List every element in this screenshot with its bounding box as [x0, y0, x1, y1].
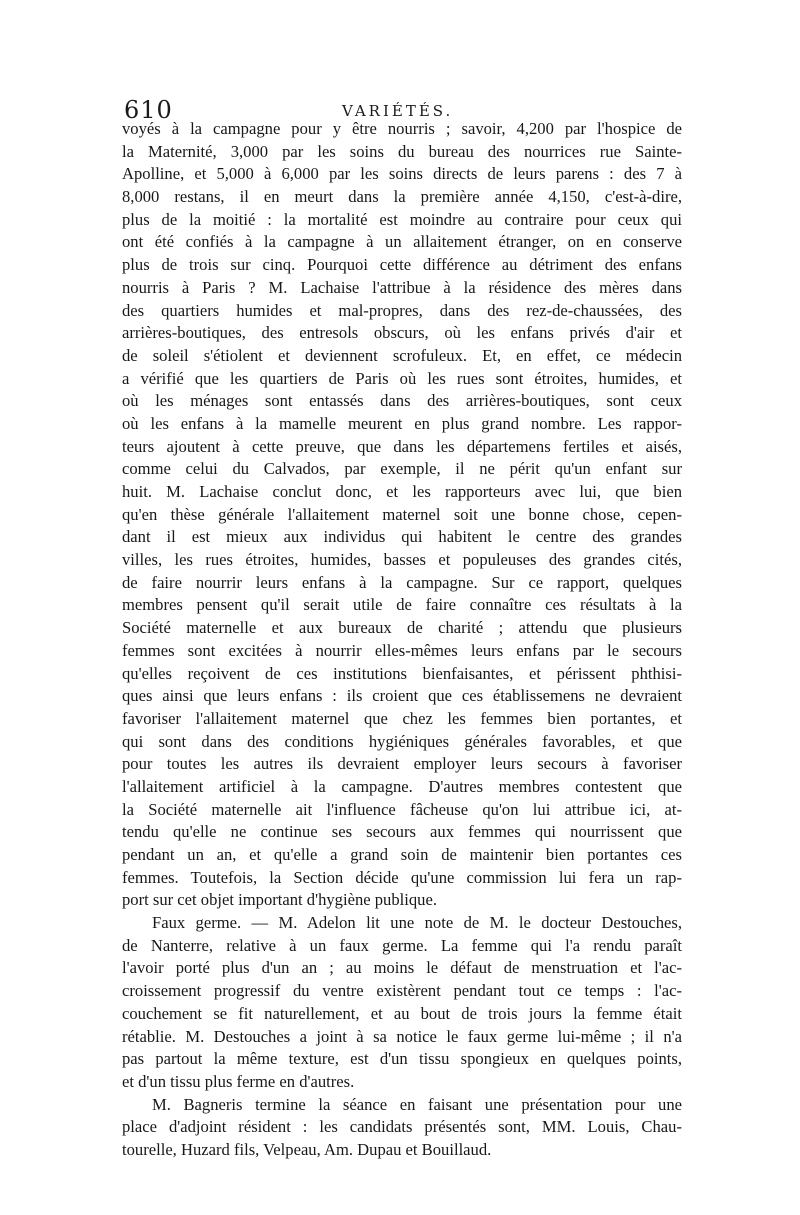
paragraph — [122, 1094, 682, 1162]
text-line: membres pensent qu'il serait utile de faire connaître ces résultats à la — [122, 595, 682, 615]
text-line: la Maternité, 3,000 par les soins du bureau des nourrices rue Sainte- — [122, 141, 682, 161]
text-line: l'allaitement artificiel à la campagne. D'autres membres contestent que — [122, 776, 682, 796]
text-line: Faux germe. — M. Adelon lit une note de M. le docteur Destouches, — [152, 913, 682, 933]
text-line: pas partout la même texture, est d'un tissu spongieux en quelques points, — [122, 1049, 682, 1069]
text-line: nourris à Paris ? M. Lachaise l'attribue à la résidence des mères dans — [122, 277, 682, 297]
text-line: ont été confiés à la campagne à un allaitement étranger, on en conserve — [122, 232, 682, 252]
text-line: arrières-boutiques, des entresols obscurs, où les enfans privés d'air et — [122, 323, 682, 343]
text-line: plus de la moitié : la mortalité est moindre au contraire pour ceux qui — [122, 209, 682, 229]
text-line: Société maternelle et aux bureaux de charité ; attendu que plusieurs — [122, 618, 682, 638]
text-line: dant il est mieux aux individus qui habitent le centre des grandes — [122, 527, 682, 547]
text-line: 8,000 restans, il en meurt dans la première année 4,150, c'est-à-dire, — [122, 187, 682, 207]
text-line: a vérifié que les quartiers de Paris où les rues sont étroites, humides, et — [122, 368, 682, 388]
text-line: huit. M. Lachaise conclut donc, et les rapporteurs avec lui, que bien — [122, 482, 682, 501]
text-line: villes, les rues étroites, humides, basses et populeuses des grandes cités, — [122, 550, 682, 570]
paragraph — [122, 912, 682, 1094]
text-line: la Société maternelle ait l'influence fâcheuse qu'on lui attribue ici, at- — [122, 799, 682, 819]
text-line: M. Bagneris termine la séance en faisant une présentation pour une — [152, 1094, 682, 1114]
text-line: qui sont dans des conditions hygiéniques générales favorables, et que — [122, 731, 682, 751]
text-line: teurs ajoutent à cette preuve, que dans les départemens fertiles et aisés, — [122, 436, 682, 456]
text-line: pour toutes les autres ils devraient employer leurs secours à favoriser — [122, 754, 682, 774]
text-line: Apolline, et 5,000 à 6,000 par les soins directs de leurs parens : des 7 à — [122, 164, 682, 184]
text-line: ques ainsi que leurs enfans : ils croient que ces établissemens ne devraient — [122, 686, 682, 706]
text-line: qu'en thèse générale l'allaitement maternel soit une bonne chose, cepen- — [122, 504, 682, 524]
text-line: où les enfans à la mamelle meurent en plus grand nombre. Les rappor- — [122, 413, 682, 433]
text-line: l'avoir porté plus d'un an ; au moins le défaut de menstruation et l'ac- — [122, 958, 682, 978]
page-number: 610 — [124, 96, 173, 124]
text-line: rétablie. M. Destouches a joint à sa notice le faux germe lui-même ; il n'a — [122, 1026, 682, 1046]
text-line: place d'adjoint résident : les candidats présentés sont, MM. Louis, Chau- — [122, 1117, 682, 1137]
text-line: et d'un tissu plus ferme en d'autres. — [122, 1071, 355, 1091]
text-line: plus de trois sur cinq. Pourquoi cette différence au détriment des enfans — [122, 255, 682, 275]
text-line: femmes sont excitées à nourrir elles-mêmes leurs enfans par le secours — [122, 640, 682, 660]
text-line: croissement progressif du ventre existèrent pendant tout ce temps : l'ac- — [122, 981, 682, 1001]
text-line: qu'elles reçoivent de ces institutions bienfaisantes, et périssent phthisi- — [122, 663, 682, 683]
text-line: de Nanterre, relative à un faux germe. La femme qui l'a rendu paraît — [122, 935, 682, 955]
text-line: de faire nourrir leurs enfans à la campagne. Sur ce rapport, quelques — [122, 572, 682, 592]
text-line: des quartiers humides et mal-propres, dans des rez-de-chaussées, des — [122, 300, 682, 320]
text-line: femmes. Toutefois, la Section décide qu'une commission lui fera un rap- — [122, 867, 682, 887]
text-line: de soleil s'étiolent et deviennent scrofuleux. Et, en effet, ce médecin — [122, 345, 682, 365]
text-line: comme celui du Calvados, par exemple, il ne périt qu'un enfant sur — [122, 459, 682, 479]
text-line: où les ménages sont entassés dans des arrières-boutiques, sont ceux — [122, 391, 682, 411]
paragraph — [122, 118, 682, 912]
text-line: voyés à la campagne pour y être nourris ; savoir, 4,200 par l'hospice de — [122, 119, 682, 138]
text-line: tendu qu'elle ne continue ses secours aux femmes qui nourrissent que — [122, 822, 682, 842]
running-head: VARIÉTÉS. — [342, 102, 454, 120]
text-line: couchement se fit naturellement, et au bout de trois jours la femme était — [122, 1003, 682, 1023]
text-line: tourelle, Huzard fils, Velpeau, Am. Dupau et Bouillaud. — [122, 1139, 492, 1159]
body-text — [122, 118, 682, 1162]
text-line: favoriser l'allaitement maternel que chez les femmes bien portantes, et — [122, 708, 682, 728]
text-line: pendant un an, et qu'elle a grand soin de maintenir bien portantes ces — [122, 845, 682, 864]
text-line: port sur cet objet important d'hygiène publique. — [122, 890, 437, 910]
